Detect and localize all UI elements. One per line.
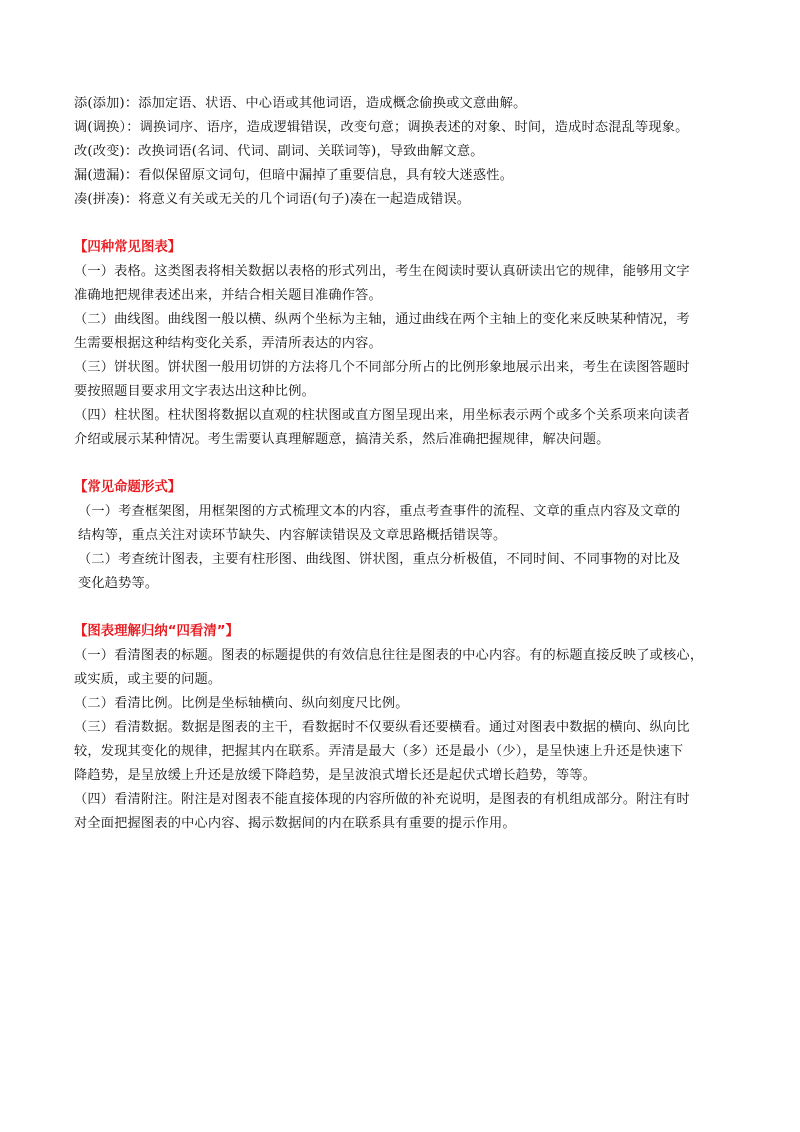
intro-line-add: 添(添加)：添加定语、状语、中心语或其他词语，造成概念偷换或文意曲解。 bbox=[74, 96, 527, 111]
section-four-chart-types bbox=[74, 236, 734, 452]
paragraph-line: 降趋势，是呈放缓上升还是放缓下降趋势，是呈波浪式增长还是起伏式增长趋势，等等。 bbox=[74, 768, 597, 783]
paragraph-line: （一）表格。这类图表将相关数据以表格的形式列出，考生在阅读时要认真研读出它的规律，能够用文字 bbox=[74, 264, 690, 279]
paragraph-line: 变化趋势等。 bbox=[78, 576, 159, 591]
paragraph-line: （三）看清数据。数据是图表的主干，看数据时不仅要纵看还要横看。通过对图表中数据的横向、纵向比 bbox=[74, 720, 690, 735]
section-four-checks bbox=[74, 620, 734, 836]
spacer bbox=[74, 212, 734, 236]
spacer bbox=[74, 452, 734, 476]
paragraph-line: （四）看清附注。附注是对图表不能直接体现的内容所做的补充说明，是图表的有机组成部分。附注有时 bbox=[74, 792, 690, 807]
paragraph-line: （二）看清比例。比例是坐标轴横向、纵向刻度尺比例。 bbox=[74, 696, 409, 711]
paragraph-line: （一）看清图表的标题。图表的标题提供的有效信息往往是图表的中心内容。有的标题直接反映了或核心， bbox=[74, 648, 704, 663]
paragraph-line: 生需要根据这种结构变化关系，弄清所表达的内容。 bbox=[74, 336, 382, 351]
document-page bbox=[74, 92, 734, 836]
paragraph-line: 较，发现其变化的规律，把握其内在联系。弄清是最大（多）还是最小（少），是呈快速上升还是快速下 bbox=[74, 744, 684, 759]
paragraph-line: 结构等，重点关注对读环节缺失、内容解读错误及文章思路概括错误等。 bbox=[78, 528, 507, 543]
intro-block bbox=[74, 92, 734, 212]
paragraph-line: （三）饼状图。饼状图一般用切饼的方法将几个不同部分所占的比例形象地展示出来，考生在读图答题时 bbox=[74, 360, 690, 375]
section-heading: 【四种常见图表】 bbox=[74, 240, 182, 255]
paragraph-line: 要按照题目要求用文字表达出这种比例。 bbox=[74, 384, 315, 399]
spacer bbox=[74, 596, 734, 620]
paragraph-line: （二）考查统计图表，主要有柱形图、曲线图、饼状图，重点分析极值，不同时间、不同事物的对比及 bbox=[78, 552, 681, 567]
intro-line-swap: 调(调换）：调换词序、语序，造成逻辑错误，改变句意；调换表述的对象、时间，造成时态混乱等现象。 bbox=[74, 120, 689, 135]
paragraph-line: （一）考查框架图，用框架图的方式梳理文本的内容，重点考查事件的流程、文章的重点内容及文章的 bbox=[78, 504, 681, 519]
section-heading: 【图表理解归纳“四看清”】 bbox=[74, 624, 239, 639]
section-question-forms bbox=[74, 476, 734, 596]
paragraph-line: （二）曲线图。曲线图一般以横、纵两个坐标为主轴，通过曲线在两个主轴上的变化来反映某种情况，考 bbox=[74, 312, 690, 327]
paragraph-line: （四）柱状图。柱状图将数据以直观的柱状图或直方图呈现出来，用坐标表示两个或多个关系项来向读者 bbox=[74, 408, 690, 423]
paragraph-line: 介绍或展示某种情况。考生需要认真理解题意，搞清关系，然后准确把握规律，解决问题。 bbox=[74, 432, 610, 447]
section-heading: 【常见命题形式】 bbox=[74, 480, 182, 495]
intro-line-omit: 漏(遗漏)：看似保留原文词句，但暗中漏掉了重要信息，具有较大迷惑性。 bbox=[74, 168, 514, 183]
paragraph-line: 准确地把规律表述出来，并结合相关题目准确作答。 bbox=[74, 288, 382, 303]
intro-line-change: 改(改变)：改换词语(名词、代词、副词、关联词等)，导致曲解文意。 bbox=[74, 144, 484, 159]
paragraph-line: 对全面把握图表的中心内容、揭示数据间的内在联系具有重要的提示作用。 bbox=[74, 816, 516, 831]
paragraph-line: 或实质，或主要的问题。 bbox=[74, 672, 222, 687]
intro-line-patch: 凑(拼凑)：将意义有关或无关的几个词语(句子)凑在一起造成错误。 bbox=[74, 192, 471, 207]
